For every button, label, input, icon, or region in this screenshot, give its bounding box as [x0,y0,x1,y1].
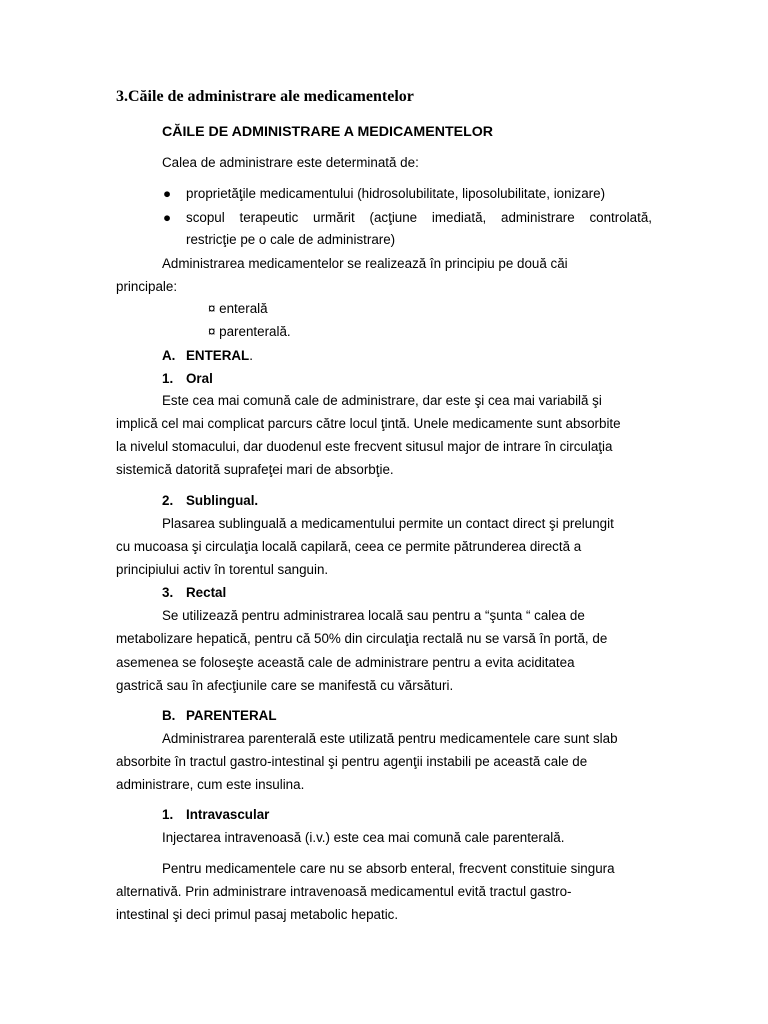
section-heading: CĂILE DE ADMINISTRARE A MEDICAMENTELOR [162,124,494,140]
paragraph-line: sistemică datorită suprafeţei mari de absorbţie. [116,462,394,477]
paragraph-line: Administrarea parenterală este utilizată pentru medicamentele care sunt slab [162,731,618,746]
chapter-title: 3.Căile de administrare ale medicamentelor [116,88,414,105]
paragraph-line: Este cea mai comună cale de administrare, dar este şi cea mai variabilă şi [162,393,602,408]
subsection-title-oral: Oral [186,371,213,386]
section-a-letter: A. [162,348,176,363]
subsection-number: 1. [162,807,174,822]
section-a-title-text: ENTERAL [186,348,250,363]
paragraph-line: metabolizare hepatică, pentru că 50% din circulaţia rectală nu se varsă în portă, de [116,631,608,646]
section-b-title: PARENTERAL [186,708,277,723]
section-a-title-period: . [249,348,253,363]
bullet-item: scopul terapeutic urmărit (acţiune imediată, administrare controlată, [186,210,652,225]
paragraph-line: Plasarea sublinguală a medicamentului permite un contact direct şi prelungit [162,516,614,531]
paragraph-line: la nivelul stomacului, dar duodenul este frecvent situsul major de intrare în circulaţia [116,439,613,454]
subsection-title-intravascular: Intravascular [186,807,270,822]
bullet-icon: ● [163,210,172,225]
paragraph-line: Se utilizează pentru administrarea locală sau pentru a “şunta “ calea de [162,608,585,623]
paragraph-line: absorbite în tractul gastro-intestinal şi pentru agenţii instabili pe această cale de [116,754,588,769]
paragraph-line: implică cel mai complicat parcurs către locul ţintă. Unele medicamente sunt absorbite [116,416,621,431]
subsection-title-rectal: Rectal [186,585,227,600]
paragraph-line: administrare, cum este insulina. [116,777,305,792]
paragraph-line: alternativă. Prin administrare intravenoasă medicamentul evită tractul gastro- [116,884,572,899]
route-item: ¤ enterală [208,301,268,316]
route-item: ¤ parenterală. [208,324,291,339]
bullet-item: proprietăţile medicamentului (hidrosolubilitate, liposolubilitate, ionizare) [186,186,606,201]
paragraph-line: principale: [116,279,178,294]
paragraph-line: cu mucoasa şi circulaţia locală capilară, ceea ce permite pătrunderea directă a [116,539,582,554]
subsection-title-sublingual: Sublingual. [186,493,259,508]
paragraph-line: Pentru medicamentele care nu se absorb enteral, frecvent constituie singura [162,861,615,876]
intro-text: Calea de administrare este determinată de: [162,155,419,170]
subsection-number: 3. [162,585,174,600]
bullet-icon: ● [163,186,172,201]
paragraph-line: intestinal şi deci primul pasaj metabolic hepatic. [116,907,399,922]
paragraph-line: Injectarea intravenoasă (i.v.) este cea mai comună cale parenterală. [162,830,565,845]
section-b-letter: B. [162,708,176,723]
section-a-title [186,347,253,365]
paragraph-line: Administrarea medicamentelor se realizează în principiu pe două căi [162,256,568,271]
subsection-number: 1. [162,371,174,386]
bullet-item-continuation: restricţie pe o cale de administrare) [186,232,396,247]
paragraph-line: asemenea se foloseşte această cale de administrare pentru a evita aciditatea [116,655,575,670]
paragraph-line: gastrică sau în afecţiunile care se manifestă cu vărsături. [116,678,454,693]
paragraph-line: principiului activ în torentul sanguin. [116,562,329,577]
subsection-number: 2. [162,493,174,508]
